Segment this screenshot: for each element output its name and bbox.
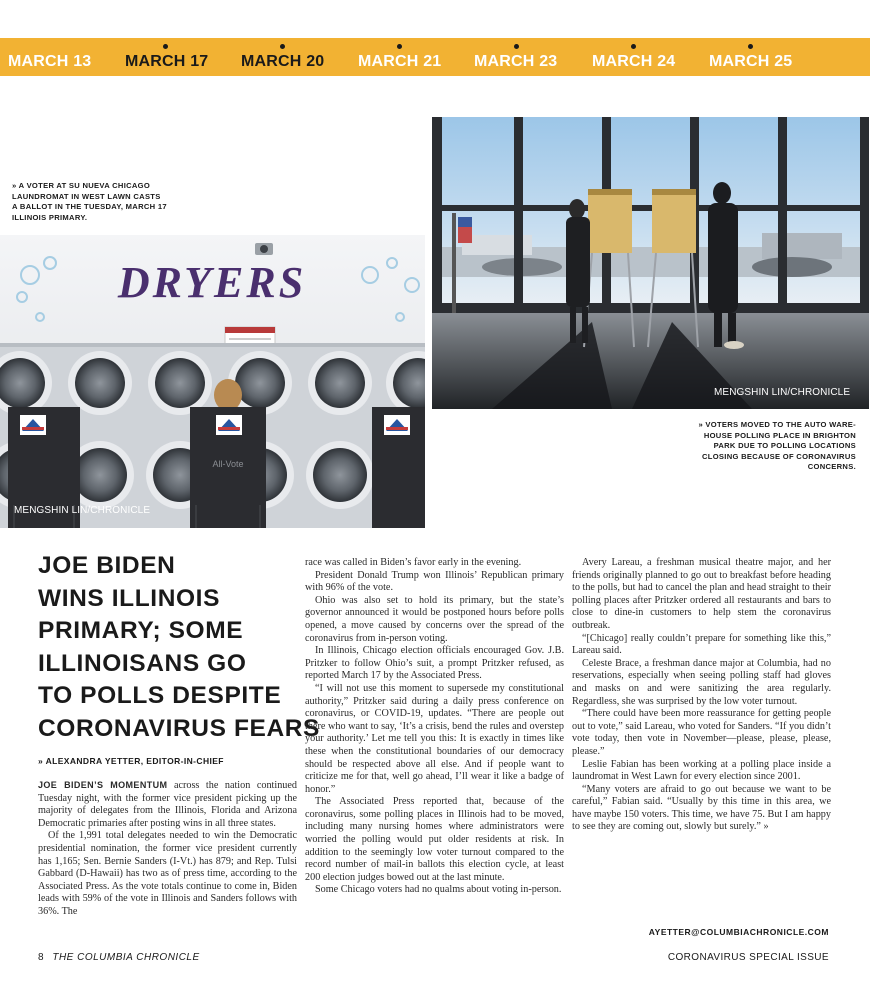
paragraph: In Illinois, Chicago election officials encouraged Gov. J.B. Pritzker to follow Ohio’s suit, a prompt Pritzker refused, as reported March 17 by the Associated Press.: [305, 645, 564, 682]
photo-caption-left: » A VOTER AT SU NUEVA CHICAGO LAUNDROMAT IN WEST LAWN CASTS A BALLOT IN THE TUESDAY, MARCH 17 ILLINOIS PRIMARY.: [12, 181, 167, 222]
paragraph: JOE BIDEN’S MOMENTUM across the nation continued Tuesday night, with the former vice president picking up the majority of delegates from the Illinois, Florida and Arizona Democratic primaries after posting wins in all three states.: [38, 780, 297, 829]
paragraph: The Associated Press reported that, because of the coronavirus, some polling places in Illinois had to be moved, including many nursing homes where administrators were worried the polling would put older residents at risk. In addition to the seemingly low voter turnout compared to the record number of mail-in ballots this election cycle, at least 200 election judges bowed out at the last minute.: [305, 796, 564, 883]
photo-credit: MENGSHIN LIN/CHRONICLE: [14, 505, 151, 516]
warehouse-photo: [432, 117, 869, 409]
paragraph: Avery Lareau, a freshman musical theatre major, and her friends originally planned to go out to breakfast before heading to the polls, but had to cancel the plan and head straight to their polling places after Pritzker ordered all restaurants and bars to close to dine-in customers to help stem the coronavirus outbreak.: [572, 557, 831, 631]
timeline-dot: [631, 44, 636, 49]
paragraph: race was called in Biden’s favor early in the evening.: [305, 557, 522, 568]
paragraph: “I will not use this moment to supersede my constitutional authority,” Pritzker said during a daily press conference on coronavirus, or COVID-19, updates. “There are people out there who want to say, ‘It’s a crisis, bend the rules and overstep your authority.’ Let me tell you this: It is exactly in times like these when the constitutional boundaries of our democracy should be respected above all else. And if people want to criticize me for that, well go ahead, I’ll wear it like a badge of honor.”: [305, 682, 564, 795]
photo-caption-right: » VOTERS MOVED TO THE AUTO WARE- HOUSE POLLING PLACE IN BRIGHTON PARK DUE TO POLLING LOCATIONS CLOSING BECAUSE OF CORONAVIRUS CONCERNS.: [698, 420, 856, 471]
paragraph: Celeste Brace, a freshman dance major at Columbia, had no reservations, especially when seeing polling staff had gloves and masks on and were sanitizing the area regularly. Regardless, she was surprised by the low voter turnout.: [572, 657, 831, 707]
timeline-bar: [0, 38, 870, 76]
timeline-date: MARCH 21: [358, 53, 442, 70]
timeline-dot: [280, 44, 285, 49]
paragraph: “There could have been more reassurance for getting people out to vote,” said Lareau, who voted for Sanders. “If you didn’t vote today, then vote in November—please, please, please, please.”: [572, 708, 831, 757]
timeline-dot: [397, 44, 402, 49]
article-column-3: [572, 557, 831, 834]
byline: » ALEXANDRA YETTER, EDITOR-IN-CHIEF: [38, 756, 224, 766]
article-column-2: [305, 557, 564, 897]
article-headline: JOE BIDEN WINS ILLINOIS PRIMARY; SOME ILLINOISANS GO TO POLLS DESPITE CORONAVIRUS FEARS: [38, 552, 320, 742]
lead-in: JOE BIDEN’S MOMENTUM: [38, 780, 168, 790]
page-footer-left: [38, 952, 200, 963]
timeline-date: MARCH 13: [8, 53, 92, 70]
warehouse-illustration: [432, 117, 869, 409]
laundromat-photo: [0, 235, 425, 528]
timeline-dot: [748, 44, 753, 49]
section-name: CORONAVIRUS SPECIAL ISSUE: [667, 952, 829, 963]
timeline-date: MARCH 23: [474, 53, 558, 70]
timeline-date: MARCH 25: [709, 53, 793, 70]
timeline-dot: [514, 44, 519, 49]
photo-credit: MENGSHIN LIN/CHRONICLE: [714, 387, 851, 398]
publication-name: THE COLUMBIA CHRONICLE: [52, 952, 200, 963]
paragraph: Leslie Fabian has been working at a polling place inside a laundromat in West Lawn for every election since 2001.: [572, 758, 831, 783]
timeline-date: MARCH 24: [592, 53, 676, 70]
booth-text: All-Vote: [212, 459, 244, 469]
page-number: 8: [38, 952, 44, 963]
timeline-date: MARCH 20: [241, 53, 325, 70]
paragraph: “[Chicago] really couldn’t prepare for something like this,” Lareau said.: [572, 632, 831, 657]
laundromat-illustration: [0, 235, 425, 528]
author-email[interactable]: AYETTER@COLUMBIACHRONICLE.COM: [648, 927, 829, 937]
paragraph: Some Chicago voters had no qualms about voting in-person.: [315, 884, 562, 896]
timeline-dot: [163, 44, 168, 49]
paragraph: President Donald Trump won Illinois’ Republican primary with 96% of the vote.: [305, 569, 564, 594]
dryers-sign-text: DRYERS: [117, 258, 307, 307]
timeline-date: MARCH 17: [125, 53, 209, 70]
article-column-1: [38, 779, 297, 919]
paragraph: Of the 1,991 total delegates needed to win the Democratic presidential nomination, the former vice president currently has 1,165; Sen. Bernie Sanders (I-Vt.) has 879; and Rep. Tulsi Gabbard (D-Hawaii) has two as of press time, according to the Associated Press. As the vote totals continue to come in, Biden leads with 59% of the vote in Illinois and Sanders follows with 36%. The: [38, 830, 297, 917]
paragraph: “Many voters are afraid to go out because we want to be careful,” Fabian said. “Usually by this time in this area, we have maybe 150 voters. This time, we have 75. But I am happy to see they are coming out, slowly but surely.” »: [572, 783, 831, 833]
paragraph: Ohio was also set to hold its primary, but the state’s governor announced it would be postponed hours before polls opened, a move caused by concerns over the spread of the coronavirus from in-person voting.: [305, 594, 564, 644]
